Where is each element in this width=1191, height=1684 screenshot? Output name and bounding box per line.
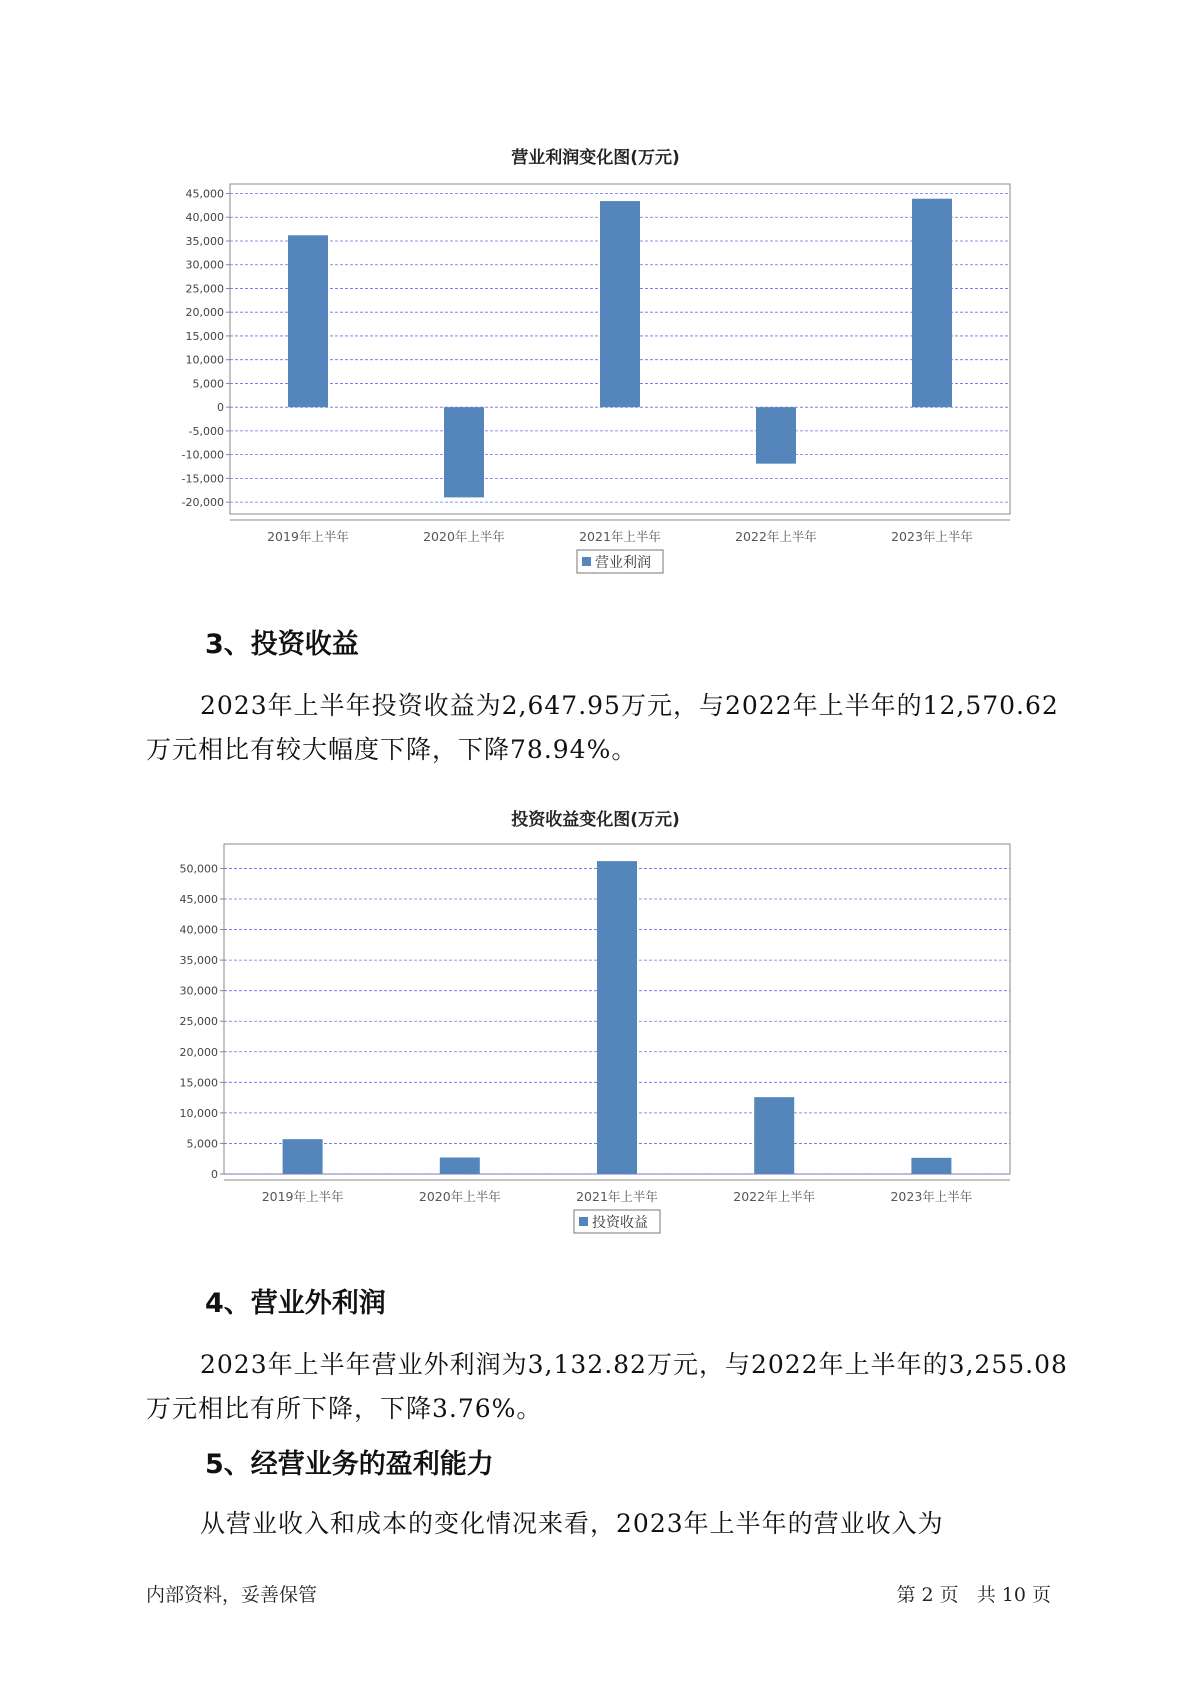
- y-tick-label: 40,000: [179, 923, 218, 937]
- section3-line2: 万元相比有较大幅度下降，下降78.94%。: [146, 735, 638, 764]
- y-tick-label: -20,000: [181, 496, 224, 510]
- y-tick-label: 25,000: [185, 282, 224, 296]
- bar: [444, 407, 484, 497]
- chart2-title: 投资收益变化图(万元): [511, 810, 680, 830]
- y-tick-label: 40,000: [185, 211, 224, 225]
- section5-heading: 5、经营业务的盈利能力: [205, 1449, 494, 1480]
- x-tick-label: 2020年上半年: [423, 529, 505, 544]
- y-tick-label: 25,000: [179, 1015, 218, 1029]
- section4-line1: 2023年上半年营业外利润为3,132.82万元，与2022年上半年的3,255.08: [200, 1350, 1068, 1379]
- y-tick-label: 45,000: [185, 187, 224, 201]
- section4-heading: 4、营业外利润: [205, 1288, 386, 1319]
- operating-profit-chart: [0, 170, 1191, 590]
- x-tick-label: 2019年上半年: [267, 529, 349, 544]
- y-tick-label: 15,000: [179, 1076, 218, 1090]
- bar: [283, 1139, 323, 1174]
- bar: [911, 1158, 951, 1174]
- bar: [288, 235, 328, 407]
- legend-label: 投资收益: [592, 1215, 648, 1231]
- x-tick-label: 2019年上半年: [261, 1189, 344, 1204]
- bar: [597, 861, 637, 1174]
- y-tick-label: 0: [211, 1168, 218, 1181]
- section5-line1: 从营业收入和成本的变化情况来看，2023年上半年的营业收入为: [200, 1509, 944, 1538]
- section3-paragraph: [146, 684, 1076, 772]
- bar: [912, 199, 952, 407]
- y-tick-label: -10,000: [181, 448, 224, 462]
- x-tick-label: 2023年上半年: [891, 529, 973, 544]
- y-tick-label: 50,000: [179, 862, 218, 876]
- y-tick-label: 0: [217, 401, 224, 415]
- x-tick-label: 2021年上半年: [576, 1189, 658, 1204]
- y-tick-label: 10,000: [185, 353, 224, 367]
- section5-paragraph: [146, 1502, 1076, 1546]
- y-tick-label: -5,000: [188, 424, 224, 438]
- legend-swatch: [582, 557, 591, 566]
- y-tick-label: 5,000: [186, 1137, 218, 1151]
- x-tick-label: 2021年上半年: [579, 529, 661, 544]
- x-tick-label: 2022年上半年: [733, 1189, 816, 1204]
- y-tick-label: 30,000: [179, 984, 218, 998]
- x-tick-label: 2020年上半年: [418, 1189, 501, 1204]
- y-tick-label: 10,000: [179, 1106, 218, 1120]
- bar: [754, 1097, 794, 1174]
- y-tick-label: 20,000: [179, 1045, 218, 1059]
- x-tick-label: 2023年上半年: [890, 1189, 973, 1204]
- y-tick-label: 20,000: [185, 306, 224, 320]
- investment-income-chart: [0, 832, 1191, 1252]
- y-tick-label: 35,000: [185, 234, 224, 248]
- x-tick-label: 2022年上半年: [735, 529, 817, 544]
- footer-page-number: 第 2 页 共 10 页: [896, 1584, 1051, 1606]
- bar: [756, 407, 796, 464]
- y-tick-label: 35,000: [179, 954, 218, 968]
- y-tick-label: 5,000: [192, 377, 224, 391]
- y-tick-label: 45,000: [179, 893, 218, 906]
- chart1-title: 营业利润变化图(万元): [511, 148, 680, 168]
- y-tick-label: 30,000: [185, 258, 224, 272]
- legend-label: 营业利润: [595, 555, 651, 571]
- legend-swatch: [579, 1217, 588, 1226]
- bar: [600, 201, 640, 407]
- y-tick-label: -15,000: [181, 472, 224, 486]
- bar: [440, 1158, 480, 1175]
- section3-line1: 2023年上半年投资收益为2,647.95万元，与2022年上半年的12,570.62: [200, 691, 1059, 720]
- section4-line2: 万元相比有所下降，下降3.76%。: [146, 1394, 543, 1423]
- section4-paragraph: [146, 1343, 1076, 1431]
- footer-confidential: 内部资料，妥善保管: [146, 1584, 318, 1606]
- y-tick-label: 15,000: [185, 329, 224, 343]
- section3-heading: 3、投资收益: [205, 629, 359, 660]
